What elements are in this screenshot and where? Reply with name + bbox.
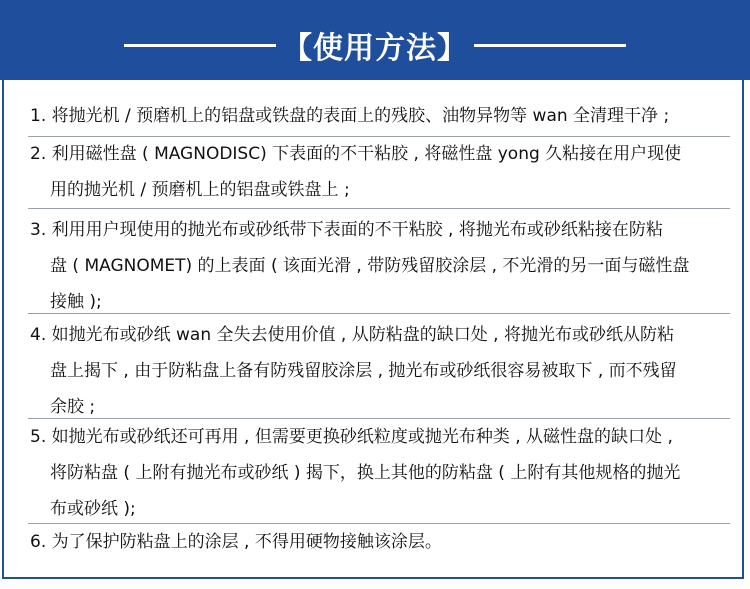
title-right-rule — [474, 44, 626, 47]
step-2-line-2: 用的抛光机 / 预磨机上的铝盘或铁盘上 ; — [50, 180, 350, 200]
step-2 — [30, 136, 730, 208]
step-4-line-2: 盘上揭下 , 由于防粘盘上备有防残留胶涂层 , 抛光布或砂纸很容易被取下 , 而不残留 — [50, 361, 677, 381]
step-3 — [30, 212, 730, 320]
step-5-line-1: 5. 如抛光布或砂纸还可再用 , 但需要更换砂纸粒度或抛光布种类 , 从磁性盘的缺口处 , — [30, 427, 673, 447]
step-4-line-1: 4. 如抛光布或砂纸 wan 全失去使用价值 , 从防粘盘的缺口处 , 将抛光布或砂纸从防粘 — [30, 325, 674, 345]
step-6 — [30, 524, 730, 560]
instructions-panel — [2, 80, 744, 579]
title-left-rule — [124, 44, 276, 47]
divider — [28, 208, 730, 209]
step-1 — [30, 98, 730, 134]
step-3-line-3: 接触 ); — [50, 292, 102, 312]
step-4 — [30, 317, 730, 425]
step-4-line-3: 余胶 ; — [50, 397, 96, 417]
header-banner — [0, 0, 750, 80]
step-5 — [30, 419, 730, 527]
page-title: 【使用方法】 — [282, 31, 468, 66]
step-3-line-1: 3. 利用用户现使用的抛光布或砂纸带下表面的不干粘胶 , 将抛光布或砂纸粘接在防粘 — [30, 220, 663, 240]
step-1-line-1: 1. 将抛光机 / 预磨机上的铝盘或铁盘的表面上的残胶、油物异物等 wan 全清理干净 ; — [30, 106, 670, 126]
title-area — [0, 22, 750, 68]
divider — [28, 313, 730, 314]
step-3-line-2: 盘 ( MAGNOMET) 的上表面 ( 该面光滑 , 带防残留胶涂层 , 不光滑的另一面与磁性盘 — [50, 256, 690, 276]
step-2-line-1: 2. 利用磁性盘 ( MAGNODISC) 下表面的不干粘胶 , 将磁性盘 yong 久粘接在用户现使 — [30, 144, 682, 164]
step-5-line-2: 将防粘盘 ( 上附有抛光布或砂纸 ) 揭下，换上其他的防粘盘 ( 上附有其他规格的抛光 — [50, 463, 681, 483]
step-5-line-3: 布或砂纸 ); — [50, 499, 136, 519]
step-6-line-1: 6. 为了保护防粘盘上的涂层 , 不得用硬物接触该涂层。 — [30, 532, 442, 552]
